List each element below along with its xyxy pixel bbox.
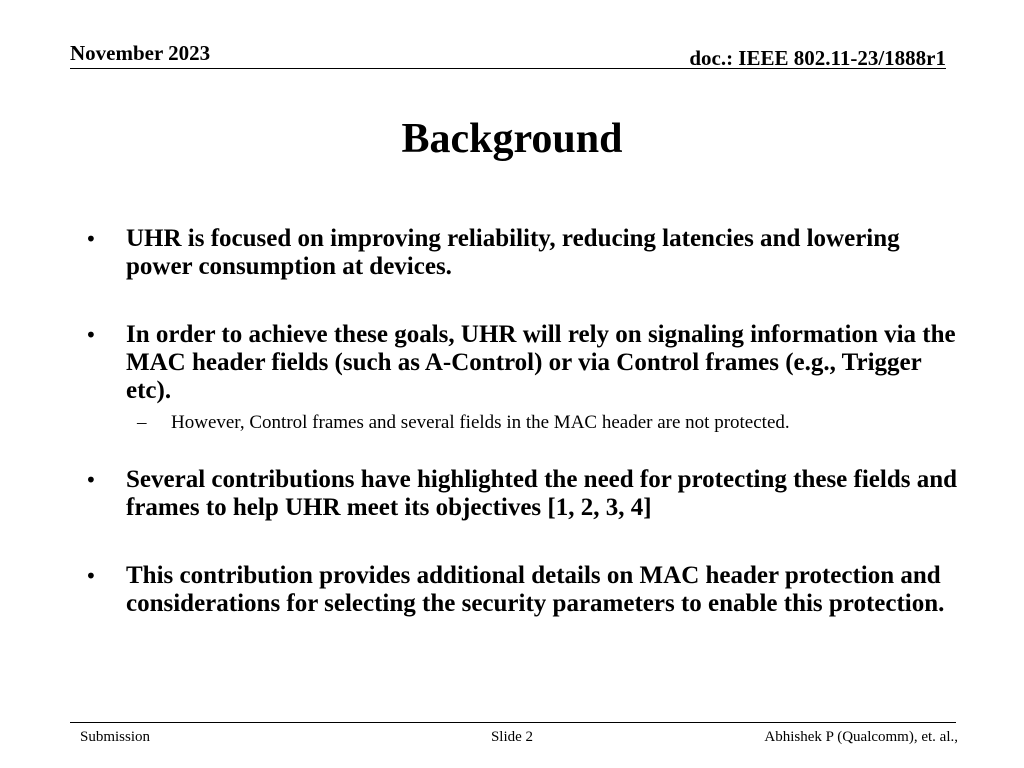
- header-divider: [70, 68, 946, 69]
- bullet-item: [80, 562, 960, 618]
- sub-bullet-marker: –: [137, 412, 147, 433]
- footer-author: Abhishek P (Qualcomm), et. al.,: [764, 729, 958, 745]
- bullet-text: Several contributions have highlighted the need for protecting these fields and frames to help UHR meet its objectives [1, 2, 3, 4]: [126, 466, 958, 521]
- header-doc-id: doc.: IEEE 802.11-23/1888r1: [689, 46, 946, 70]
- bullet-marker: •: [85, 564, 97, 588]
- bullet-text: This contribution provides additional details on MAC header protection and considerations for selecting the security parameters to enable this protection.: [126, 562, 945, 617]
- bullet-text: In order to achieve these goals, UHR will rely on signaling information via the MAC header fields (such as A-Control) or via Control frames (e.g., Trigger etc).: [126, 321, 956, 404]
- footer-submission: Submission: [80, 729, 151, 745]
- footer-slide-number: Slide 2: [490, 729, 534, 745]
- header-date: November 2023: [70, 41, 211, 65]
- bullet-item: [80, 225, 960, 281]
- bullet-marker: •: [85, 227, 97, 251]
- bullet-item: [80, 466, 960, 522]
- sub-bullet-text: However, Control frames and several fields in the MAC header are not protected.: [171, 412, 790, 433]
- bullet-marker: •: [85, 468, 97, 492]
- bullet-item: [80, 321, 960, 405]
- footer-divider: [70, 722, 956, 723]
- sub-bullet-item: [80, 411, 960, 434]
- bullet-text: UHR is focused on improving reliability, reducing latencies and lowering power consumption at devices.: [126, 225, 900, 280]
- bullet-marker: •: [85, 323, 97, 347]
- slide-title: Background: [401, 116, 623, 162]
- slide-body: [80, 225, 960, 618]
